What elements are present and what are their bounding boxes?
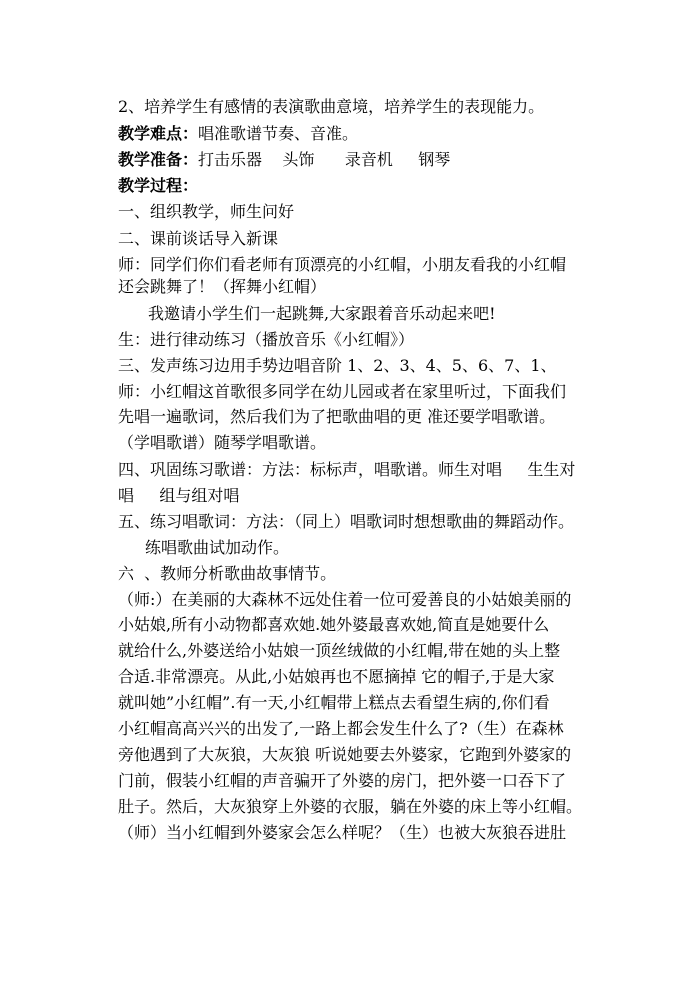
text-line: 唱 组与组对唱 [118, 486, 240, 505]
text-line: （师:）在美丽的大森林不远处住着一位可爱善良的小姑娘美丽的 [118, 590, 572, 609]
text-line: （师）当小红帽到外婆家会怎么样呢？（生）也被大灰狼吞进肚 [118, 823, 567, 842]
text-line: 合适.非常漂亮。从此,小姑娘再也不愿摘掉 它的帽子,于是大家 [118, 667, 555, 686]
section-label: 教学准备： [118, 150, 199, 169]
text-line: 三、发声练习边用手势边唱音阶 1、2、3、4、5、6、7、1、 [118, 356, 557, 375]
section-label: 教学难点： [118, 124, 199, 143]
text-line: 四、巩固练习歌谱：方法：标标声，唱歌谱。师生对唱 生生对 [118, 460, 576, 479]
text-line: 就叫她”小红帽”.有一天,小红帽带上糕点去看望生病的,你们看 [118, 693, 550, 712]
text-line: 2、培养学生有感情的表演歌曲意境，培养学生的表现能力。 [118, 97, 545, 116]
text-line: 我邀请小学生们一起跳舞,大家跟着音乐动起来吧! [148, 304, 496, 323]
text-line: 就给什么,外婆送给小姑娘一顶丝绒做的小红帽,带在她的头上整 [118, 641, 561, 660]
section-content: 打击乐器 头饰 录音机 钢琴 [198, 150, 451, 169]
text-line: 一、组织教学，师生问好 [118, 202, 295, 221]
text-line: （学唱歌谱）随琴学唱歌谱。 [118, 433, 327, 452]
text-line: 师：同学们你们看老师有顶漂亮的小红帽，小朋友看我的小红帽 [118, 255, 567, 274]
text-line-difficulty [118, 124, 358, 144]
text-line: 六 、教师分析歌曲故事情节。 [118, 564, 337, 583]
text-line: 还会跳舞了！（挥舞小红帽） [118, 277, 327, 296]
text-line: 门前，假装小红帽的声音骗开了外婆的房门，把外婆一口吞下了 [118, 771, 567, 790]
text-line: 小红帽高高兴兴的出发了,一路上都会发生什么了?（生）在森林 [118, 719, 564, 738]
text-line: 肚子。然后，大灰狼穿上外婆的衣服，躺在外婆的床上等小红帽。 [118, 797, 583, 816]
section-heading: 教学过程： [118, 176, 199, 195]
text-line: 师：小红帽这首歌很多同学在幼儿园或者在家里听过，下面我们 [118, 382, 567, 401]
text-line: 旁他遇到了大灰狼，大灰狼 听说她要去外婆家，它跑到外婆家的 [118, 745, 572, 764]
text-line: 生：进行律动练习（播放音乐《小红帽》） [118, 330, 415, 349]
text-line: 先唱一遍歌词，然后我们为了把歌曲唱的更 准还要学唱歌谱。 [118, 407, 556, 426]
text-line: 小姑娘,所有小动物都喜欢她.她外婆最喜欢她,简直是她要什么 [118, 615, 550, 634]
text-line-preparation [118, 150, 450, 170]
text-line: 二、课前谈话导入新课 [118, 229, 279, 248]
text-line: 练唱歌曲试加动作。 [145, 538, 290, 557]
text-line: 五、练习唱歌词：方法：（同上）唱歌词时想想歌曲的舞蹈动作。 [118, 512, 575, 531]
section-content: 唱准歌谱节奏、音准。 [198, 124, 359, 143]
